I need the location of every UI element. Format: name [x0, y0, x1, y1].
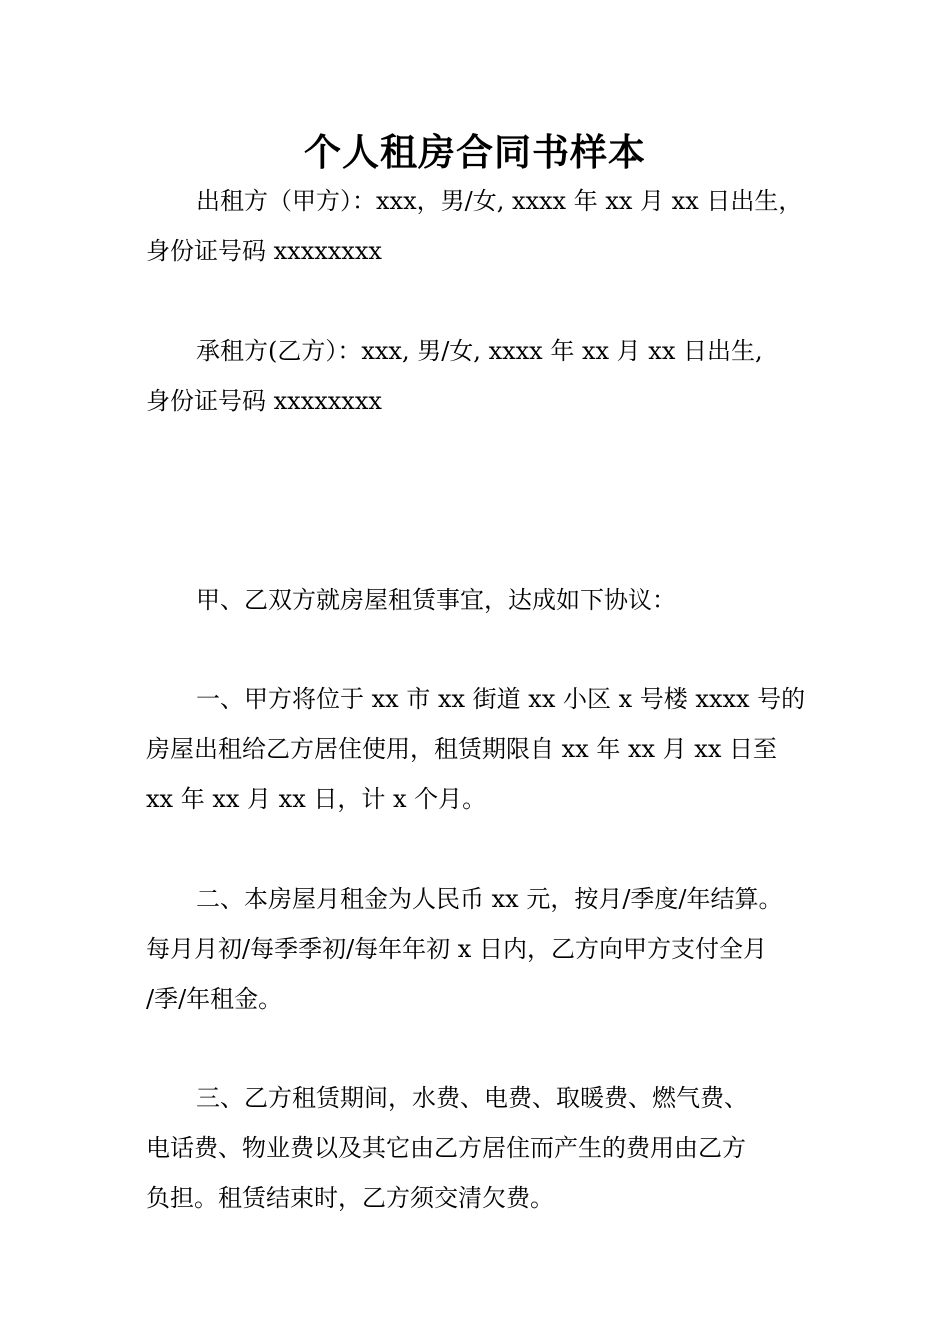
lessee-line-1: 承租方(乙方）：xxx, 男/女, xxxx 年 xx 月 xx 日出生, — [196, 337, 763, 365]
clause-1-line-2: 房屋出租给乙方居住使用，租赁期限自 xx 年 xx 月 xx 日至 — [146, 735, 777, 763]
lessee-line-2: 身份证号码 xxxxxxxx — [146, 387, 382, 415]
lessee-paragraph — [146, 326, 763, 426]
intro-line: 甲、乙双方就房屋租赁事宜，达成如下协议： — [196, 586, 676, 614]
intro-paragraph — [146, 575, 676, 625]
clause-2-line-1: 二、本房屋月租金为人民币 xx 元，按月/季度/年结算。 — [196, 885, 783, 913]
lessor-paragraph — [146, 176, 802, 276]
clause-1-line-1: 一、甲方将位于 xx 市 xx 街道 xx 小区 x 号楼 xxxx 号的 — [196, 685, 806, 713]
lessor-line-1: 出租方（甲方）：xxx，男/女, xxxx 年 xx 月 xx 日出生， — [196, 187, 803, 215]
clause-2-line-2: 每月月初/每季季初/每年年初 x 日内，乙方向甲方支付全月 — [146, 935, 767, 963]
clause-3-line-2: 电话费、物业费以及其它由乙方居住而产生的费用由乙方 — [146, 1134, 746, 1162]
clause-2-paragraph — [146, 874, 783, 1024]
clause-2-line-3: /季/年租金。 — [146, 985, 283, 1013]
clause-1-paragraph — [146, 674, 805, 824]
clause-1-line-3: xx 年 xx 月 xx 日，计 x 个月。 — [146, 785, 487, 813]
clause-3-paragraph — [146, 1073, 748, 1223]
clause-3-line-1: 三、乙方租赁期间，水费、电费、取暖费、燃气费、 — [196, 1084, 748, 1112]
clause-3-line-3: 负担。租赁结束时，乙方须交清欠费。 — [146, 1184, 554, 1212]
document-title: 个人租房合同书样本 — [304, 130, 646, 174]
lessor-line-2: 身份证号码 xxxxxxxx — [146, 237, 382, 265]
